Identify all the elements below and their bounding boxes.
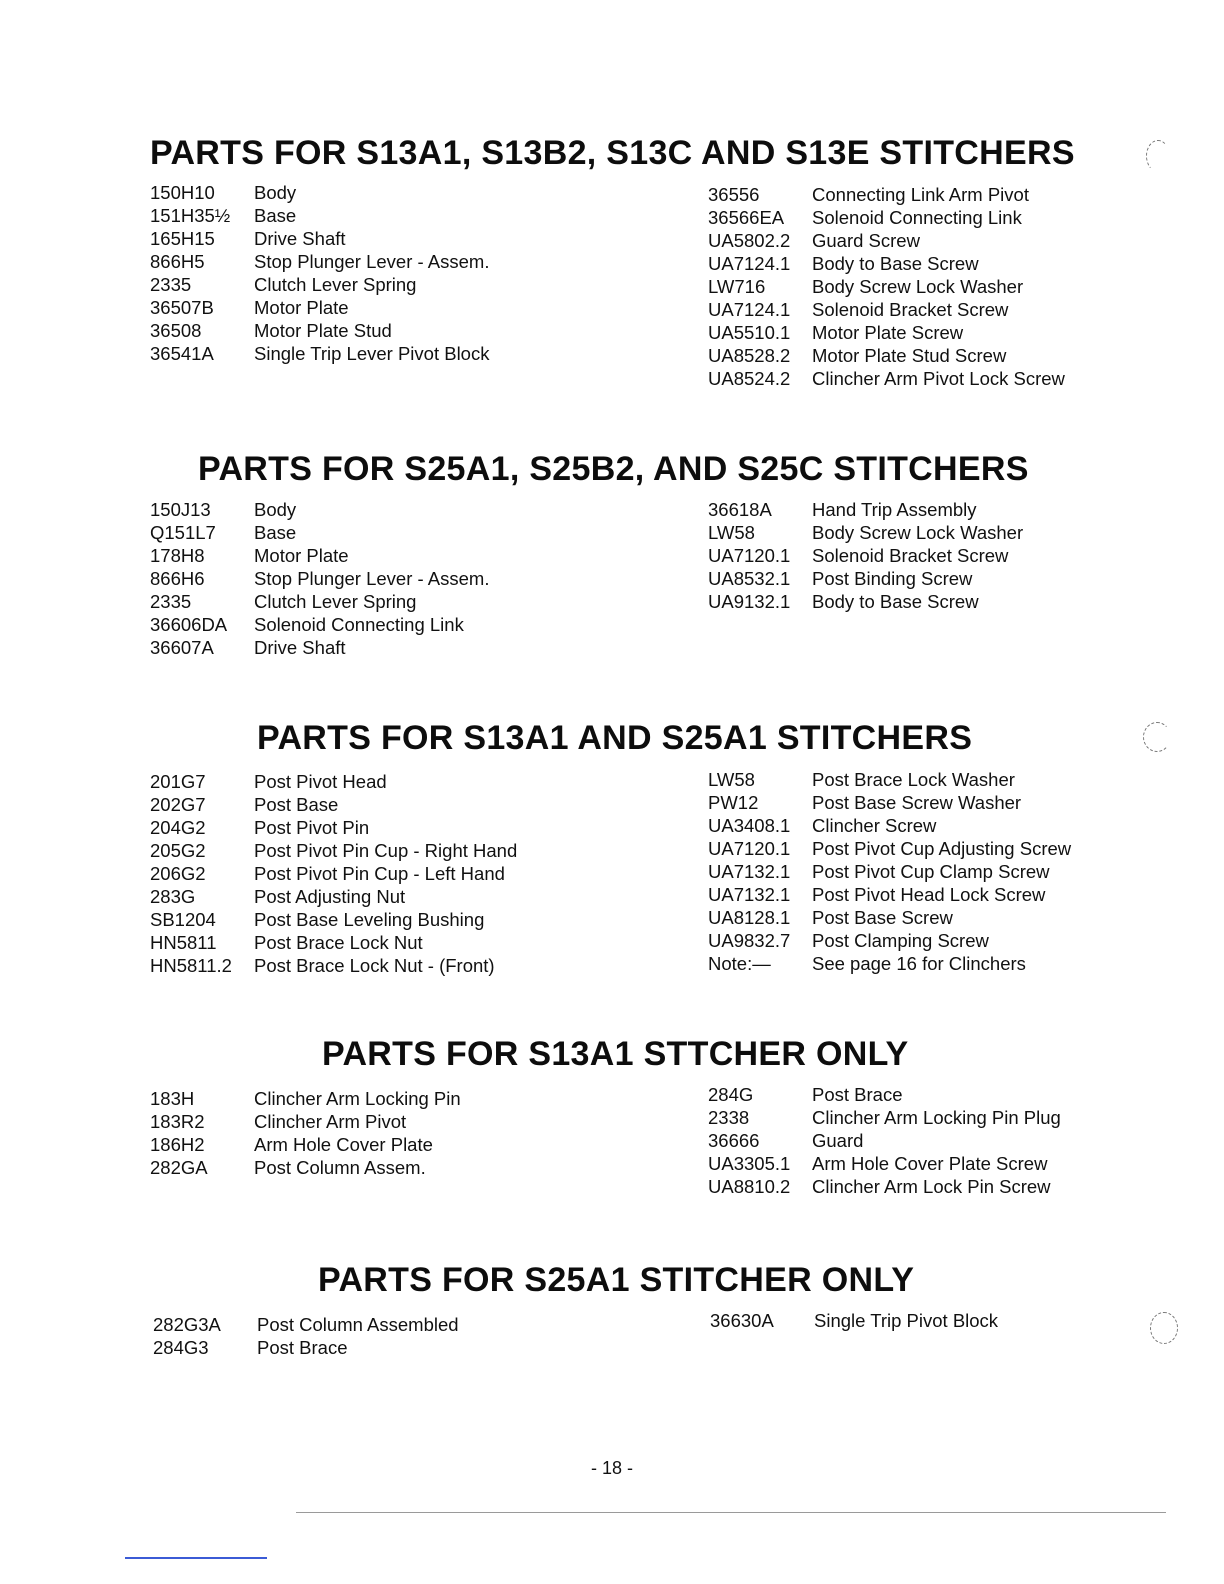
part-number: UA7124.1 [708, 299, 791, 320]
part-description: Guard [812, 1130, 864, 1151]
part-description: Body [254, 182, 297, 203]
part-number: 866H5 [150, 251, 205, 272]
part-row [708, 791, 1148, 814]
part-description: See page 16 for Clinchers [812, 953, 1026, 974]
part-description: Clutch Lever Spring [254, 591, 417, 612]
part-description: Post Base Screw Washer [812, 792, 1022, 813]
part-description: Clincher Arm Pivot [254, 1111, 407, 1132]
part-description: Motor Plate [254, 545, 349, 566]
part-number: 206G2 [150, 863, 206, 884]
part-row [708, 768, 1148, 791]
part-description: Post Brace [257, 1337, 348, 1358]
part-row [708, 229, 1148, 252]
punch-hole-mark-top [1146, 140, 1170, 172]
part-description: Solenoid Connecting Link [812, 207, 1022, 228]
part-number: LW58 [708, 522, 755, 543]
punch-hole-mark-middle [1143, 722, 1171, 752]
part-description: Post Brace Lock Nut [254, 932, 423, 953]
part-description: Post Pivot Pin [254, 817, 370, 838]
part-row [708, 837, 1148, 860]
part-row [708, 298, 1148, 321]
section-title-s13a1-s25a1: PARTS FOR S13A1 AND S25A1 STITCHERS [257, 719, 973, 757]
part-description: Post Column Assem. [254, 1157, 426, 1178]
part-row [150, 839, 670, 862]
part-description: Body to Base Screw [812, 253, 979, 274]
part-row [708, 1106, 1148, 1129]
part-description: Body [254, 499, 297, 520]
part-description: Body Screw Lock Washer [812, 276, 1024, 297]
part-row [708, 929, 1148, 952]
part-description: Motor Plate Stud [254, 320, 392, 341]
part-description: Clincher Arm Lock Pin Screw [812, 1176, 1051, 1197]
part-row [150, 1087, 670, 1110]
section-title-s25a1-only: PARTS FOR S25A1 STITCHER ONLY [318, 1261, 915, 1299]
part-row [708, 183, 1148, 206]
part-row [150, 885, 670, 908]
scan-artifact-line [296, 1512, 1166, 1513]
part-description: Single Trip Pivot Block [814, 1310, 999, 1331]
part-number: HN5811.2 [150, 955, 232, 976]
part-row [708, 344, 1148, 367]
part-number: UA9832.7 [708, 930, 791, 951]
part-row [708, 275, 1148, 298]
part-row [153, 1313, 673, 1336]
part-row [708, 567, 1148, 590]
part-number: 284G3 [153, 1337, 209, 1358]
part-row [150, 250, 670, 273]
page-number: - 18 - [590, 1458, 633, 1478]
part-number: 866H6 [150, 568, 205, 589]
parts-list-s25-right [708, 498, 1148, 613]
parts-list-s25-left [150, 498, 670, 659]
part-number: HN5811 [150, 932, 217, 953]
part-number: 201G7 [150, 771, 206, 792]
part-row [150, 498, 670, 521]
part-number: 2335 [150, 591, 192, 612]
part-number: UA9132.1 [708, 591, 791, 612]
parts-list-s13a1-only-left [150, 1087, 670, 1179]
part-number: 165H15 [150, 228, 215, 249]
part-row [708, 952, 1148, 975]
part-row [708, 1152, 1148, 1175]
part-description: Clincher Arm Locking Pin Plug [812, 1107, 1061, 1128]
part-description: Drive Shaft [254, 637, 346, 658]
part-number: 2338 [708, 1107, 750, 1128]
part-number: 284G [708, 1084, 754, 1105]
part-number: 186H2 [150, 1134, 205, 1155]
part-number: 36618A [708, 499, 772, 520]
part-number: PW12 [708, 792, 759, 813]
part-row [150, 590, 670, 613]
part-description: Body Screw Lock Washer [812, 522, 1024, 543]
part-description: Arm Hole Cover Plate Screw [812, 1153, 1048, 1174]
part-number: Note:— [708, 953, 771, 974]
part-description: Post Clamping Screw [812, 930, 989, 951]
part-number: UA7132.1 [708, 861, 791, 882]
part-number: 205G2 [150, 840, 206, 861]
part-row [708, 883, 1148, 906]
part-row [708, 252, 1148, 275]
parts-list-s25a1-only-right [710, 1309, 1150, 1332]
part-row [708, 1175, 1148, 1198]
part-description: Hand Trip Assembly [812, 499, 977, 520]
part-description: Post Brace [812, 1084, 903, 1105]
part-row [150, 204, 670, 227]
part-row [708, 521, 1148, 544]
part-row [708, 590, 1148, 613]
part-number: 36606DA [150, 614, 228, 635]
part-row [150, 636, 670, 659]
part-row [150, 931, 670, 954]
part-row [150, 862, 670, 885]
part-description: Post Pivot Head Lock Screw [812, 884, 1046, 905]
part-row [708, 860, 1148, 883]
part-description: Post Pivot Pin Cup - Right Hand [254, 840, 518, 861]
part-row [708, 1083, 1148, 1106]
part-description: Solenoid Bracket Screw [812, 299, 1009, 320]
part-number: UA8128.1 [708, 907, 791, 928]
part-description: Guard Screw [812, 230, 920, 251]
part-description: Clincher Arm Pivot Lock Screw [812, 368, 1065, 389]
part-number: UA7120.1 [708, 545, 791, 566]
parts-list-s25a1-only-left [153, 1313, 673, 1359]
part-number: 36507B [150, 297, 214, 318]
section-title-s13a1-only: PARTS FOR S13A1 STTCHER ONLY [322, 1035, 909, 1073]
part-row [150, 319, 670, 342]
part-description: Solenoid Connecting Link [254, 614, 464, 635]
part-number: 282G3A [153, 1314, 221, 1335]
part-row [150, 770, 670, 793]
part-row [150, 1156, 670, 1179]
section-title-s25: PARTS FOR S25A1, S25B2, AND S25C STITCHERS [198, 450, 1029, 488]
part-number: 282GA [150, 1157, 208, 1178]
part-description: Motor Plate Stud Screw [812, 345, 1007, 366]
part-row [153, 1336, 673, 1359]
part-description: Post Binding Screw [812, 568, 973, 589]
part-row [708, 906, 1148, 929]
part-description: Post Pivot Head [254, 771, 387, 792]
part-row [710, 1309, 1150, 1332]
part-number: Q151L7 [150, 522, 216, 543]
part-row [708, 321, 1148, 344]
part-number: UA5802.2 [708, 230, 791, 251]
parts-list-s13a1-s25a1-left [150, 770, 670, 977]
part-description: Post Adjusting Nut [254, 886, 406, 907]
part-row [708, 367, 1148, 390]
part-description: Clincher Screw [812, 815, 937, 836]
part-number: 2335 [150, 274, 192, 295]
part-description: Post Base Leveling Bushing [254, 909, 485, 930]
part-row [150, 908, 670, 931]
part-description: Body to Base Screw [812, 591, 979, 612]
part-row [708, 1129, 1148, 1152]
part-description: Motor Plate Screw [812, 322, 964, 343]
part-number: 202G7 [150, 794, 206, 815]
part-number: 36666 [708, 1130, 760, 1151]
part-description: Connecting Link Arm Pivot [812, 184, 1029, 205]
part-row [150, 521, 670, 544]
parts-list-s13-right [708, 183, 1148, 390]
parts-list-s13-left [150, 181, 670, 365]
part-row [150, 1133, 670, 1156]
part-number: UA7124.1 [708, 253, 791, 274]
part-description: Clutch Lever Spring [254, 274, 417, 295]
part-number: SB1204 [150, 909, 216, 930]
section-title-s13: PARTS FOR S13A1, S13B2, S13C AND S13E STITCHERS [150, 134, 1075, 172]
part-description: Post Pivot Cup Adjusting Screw [812, 838, 1072, 859]
part-row [150, 544, 670, 567]
part-number: LW716 [708, 276, 766, 297]
part-description: Base [254, 205, 297, 226]
part-row [150, 273, 670, 296]
part-description: Post Pivot Pin Cup - Left Hand [254, 863, 505, 884]
part-number: 36630A [710, 1310, 774, 1331]
part-row [150, 1110, 670, 1133]
part-row [150, 793, 670, 816]
part-description: Post Brace Lock Nut - (Front) [254, 955, 495, 976]
part-number: UA8524.2 [708, 368, 791, 389]
part-number: UA3305.1 [708, 1153, 791, 1174]
part-row [150, 181, 670, 204]
part-description: Solenoid Bracket Screw [812, 545, 1009, 566]
part-description: Base [254, 522, 297, 543]
part-number: UA3408.1 [708, 815, 791, 836]
part-description: Clincher Arm Locking Pin [254, 1088, 461, 1109]
part-description: Post Column Assembled [257, 1314, 459, 1335]
part-row [150, 227, 670, 250]
part-description: Post Pivot Cup Clamp Screw [812, 861, 1050, 882]
part-number: 151H35½ [150, 205, 231, 226]
part-row [708, 498, 1148, 521]
part-number: 150H10 [150, 182, 215, 203]
part-number: 36541A [150, 343, 214, 364]
part-row [150, 296, 670, 319]
part-number: 178H8 [150, 545, 205, 566]
part-number: UA8532.1 [708, 568, 791, 589]
part-row [708, 206, 1148, 229]
part-number: 36607A [150, 637, 214, 658]
part-description: Post Brace Lock Washer [812, 769, 1015, 790]
part-description: Post Base Screw [812, 907, 953, 928]
part-number: UA8810.2 [708, 1176, 791, 1197]
part-description: Stop Plunger Lever - Assem. [254, 568, 490, 589]
part-description: Post Base [254, 794, 339, 815]
part-row [150, 954, 670, 977]
part-number: 204G2 [150, 817, 206, 838]
punch-hole-mark-bottom [1150, 1312, 1178, 1344]
part-number: 150J13 [150, 499, 211, 520]
part-description: Single Trip Lever Pivot Block [254, 343, 490, 364]
part-number: UA7120.1 [708, 838, 791, 859]
part-row [150, 613, 670, 636]
scan-artifact-blue-line [125, 1557, 267, 1559]
part-number: 183R2 [150, 1111, 205, 1132]
part-row [708, 544, 1148, 567]
part-number: 183H [150, 1088, 195, 1109]
part-number: 36556 [708, 184, 760, 205]
part-number: UA7132.1 [708, 884, 791, 905]
part-description: Motor Plate [254, 297, 349, 318]
part-number: 36508 [150, 320, 202, 341]
parts-list-s13a1-only-right [708, 1083, 1148, 1198]
part-number: UA8528.2 [708, 345, 791, 366]
part-row [150, 567, 670, 590]
part-description: Stop Plunger Lever - Assem. [254, 251, 490, 272]
part-row [150, 816, 670, 839]
part-number: 283G [150, 886, 196, 907]
part-number: 36566EA [708, 207, 785, 228]
part-number: UA5510.1 [708, 322, 791, 343]
part-row [150, 342, 670, 365]
parts-list-s13a1-s25a1-right [708, 768, 1148, 975]
part-row [708, 814, 1148, 837]
part-number: LW58 [708, 769, 755, 790]
part-description: Drive Shaft [254, 228, 346, 249]
part-description: Arm Hole Cover Plate [254, 1134, 433, 1155]
